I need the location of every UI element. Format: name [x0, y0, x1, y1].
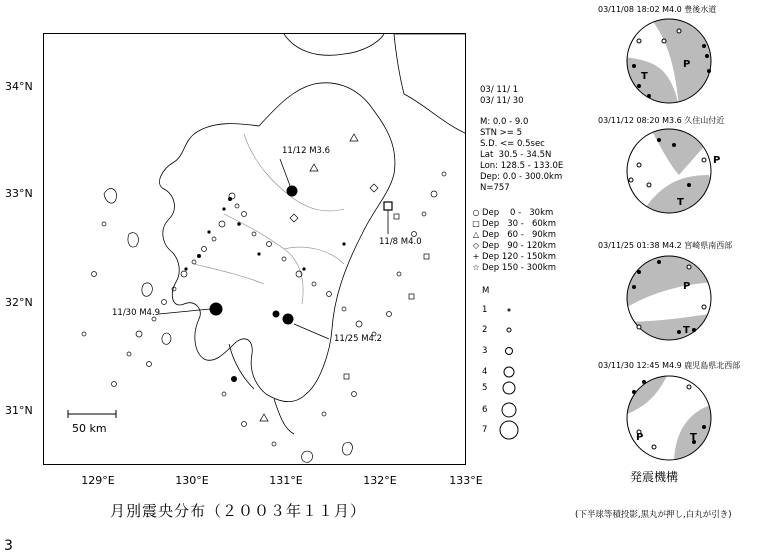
epicenter — [102, 222, 106, 226]
focal-mechanism-2 — [619, 125, 723, 217]
epicenter — [273, 311, 280, 318]
epicenter — [82, 332, 86, 336]
epicenter-dia — [290, 214, 298, 222]
fm-note: (下半球等積投影,黒丸が押し,白丸が引き) — [575, 510, 732, 520]
epicenter — [322, 412, 326, 416]
depth-legend-row — [470, 240, 556, 251]
param-date-to: 03/ 11/ 30 — [480, 96, 524, 106]
param-count: N=757 — [480, 183, 510, 193]
param-lat: Lat 30.5 - 34.5N — [480, 150, 552, 160]
epicenter — [181, 271, 187, 277]
depth-label: Dep 150 - 300km — [482, 262, 556, 273]
epicenter — [267, 242, 272, 247]
event-1130-marker — [210, 303, 222, 315]
event-label-1130: 11/30 M4.9 — [112, 308, 161, 318]
event-label-1112: 11/12 M3.6 — [282, 146, 331, 156]
lon-label-129: 129°E — [81, 474, 115, 487]
epicenter — [431, 191, 437, 197]
page-number: 3 — [4, 538, 13, 554]
western-islands — [104, 189, 171, 345]
epicenter-tri — [350, 134, 358, 141]
depth-legend-row — [470, 262, 556, 273]
fm-title-4: 03/11/30 12:45 M4.9 鹿児島県北西部 — [598, 361, 741, 370]
map-svg — [44, 34, 466, 465]
epicenter — [212, 237, 216, 241]
kyushu-coastline — [159, 83, 395, 402]
epicenter — [342, 242, 345, 245]
mag-level: 4 — [482, 367, 488, 377]
mag-level: 2 — [482, 325, 488, 335]
depth-symbol: ○ — [472, 208, 480, 217]
lat-label-31: 31°N — [5, 404, 33, 417]
epicenter — [127, 352, 131, 356]
southern-peninsula — [229, 344, 294, 434]
param-lon: Lon: 128.5 - 133.0E — [480, 161, 564, 171]
mag-symbol-5 — [503, 382, 515, 394]
event-1130-leader — [159, 309, 210, 314]
epicenter-sq — [344, 374, 349, 379]
epicenter — [242, 422, 247, 427]
mag-symbol-1 — [508, 309, 510, 311]
mag-level: 1 — [482, 305, 488, 315]
event-label-1125: 11/25 M4.2 — [334, 334, 383, 344]
epicenter-map — [43, 33, 466, 465]
mag-level: 6 — [482, 405, 488, 415]
epicenter-sq — [424, 254, 429, 259]
honshu-coastline — [284, 34, 384, 55]
mag-legend-title: M — [482, 286, 490, 296]
epicenter — [192, 260, 196, 264]
epicenter — [442, 172, 446, 176]
depth-legend-row — [470, 218, 556, 229]
epicenter — [219, 221, 225, 227]
epicenters — [82, 134, 446, 446]
epicenter — [92, 272, 97, 277]
depth-symbol: △ — [472, 230, 480, 239]
depth-label: Dep 0 - 30km — [482, 207, 554, 218]
mag-level: 3 — [482, 346, 488, 356]
lon-label-131: 131°E — [269, 474, 303, 487]
epicenter — [235, 204, 239, 208]
mag-level: 5 — [482, 383, 488, 393]
epicenter — [202, 247, 207, 252]
lon-label-133: 133°E — [449, 474, 483, 487]
epicenter — [387, 312, 392, 317]
epicenter — [162, 300, 167, 305]
fm-3-p-label: P — [683, 281, 691, 292]
epicenter — [312, 282, 316, 286]
event-1125-marker — [283, 314, 293, 324]
epicenter — [302, 267, 305, 270]
epicenter — [422, 212, 426, 216]
mag-symbol-7 — [500, 421, 518, 439]
depth-label: Dep 30 - 60km — [482, 218, 556, 229]
focal-mechanism-4 — [619, 372, 723, 464]
epicenter — [222, 392, 226, 396]
epicenter — [342, 307, 346, 311]
epicenter — [352, 392, 357, 397]
mag-symbol-4 — [504, 367, 514, 377]
mag-symbol-2 — [507, 328, 511, 332]
fm-2-p-label: P — [713, 155, 721, 166]
epicenter-tri — [260, 414, 268, 421]
event-1112-leader — [280, 159, 292, 191]
epicenter — [231, 376, 237, 382]
depth-symbol: □ — [472, 219, 480, 228]
lon-label-130: 130°E — [175, 474, 209, 487]
epicenter — [237, 222, 241, 226]
fm-3-t-label: T — [683, 325, 690, 336]
mag-symbol-6 — [502, 403, 516, 417]
epicenter — [327, 292, 332, 297]
lat-label-33: 33°N — [5, 187, 33, 200]
epicenter — [228, 197, 232, 201]
event-1108-marker — [384, 202, 392, 210]
param-stn: STN >= 5 — [480, 128, 523, 138]
depth-legend-row — [470, 207, 553, 218]
map-caption: 月別震央分布（２００３年１１月） — [110, 502, 367, 520]
lat-label-34: 34°N — [5, 80, 33, 93]
epicenter — [397, 272, 401, 276]
event-1125-leader — [294, 324, 329, 339]
mag-symbol-3 — [506, 348, 513, 355]
param-dep: Dep: 0.0 - 300.0km — [480, 172, 563, 182]
fm-4-p-label: P — [636, 432, 644, 443]
depth-symbol: + — [472, 252, 480, 261]
epicenter — [112, 382, 117, 387]
epicenter — [147, 362, 152, 367]
prefecture-borders — [194, 134, 344, 304]
fm-title-3: 03/11/25 01:38 M4.2 宮崎県南西部 — [598, 241, 733, 250]
epicenter — [257, 252, 260, 255]
shikoku-coastline — [394, 34, 466, 134]
epicenter-tri — [310, 164, 318, 171]
focal-mechanism-3 — [619, 252, 723, 344]
fm-1-p-label: P — [683, 59, 691, 70]
epicenter — [356, 321, 362, 327]
scale-bar-label: 50 km — [72, 422, 107, 435]
param-date-from: 03/ 11/ 1 — [480, 85, 519, 95]
param-magnitude: M: 0.0 - 9.0 — [480, 117, 529, 127]
epicenter — [412, 232, 417, 237]
epicenter — [184, 267, 187, 270]
mag-level: 7 — [482, 425, 488, 435]
fm-4-t-label: T — [690, 432, 697, 443]
epicenter-sq — [409, 294, 414, 299]
epicenter — [222, 207, 225, 210]
epicenter — [136, 331, 142, 337]
fm-caption: 発震機構 — [630, 470, 679, 484]
fm-title-2: 03/11/12 08:20 M3.6 久住山付近 — [598, 116, 725, 125]
depth-symbol: ☆ — [472, 263, 480, 272]
epicenter — [272, 442, 276, 446]
epicenter — [197, 254, 201, 258]
epicenter — [252, 232, 256, 236]
lat-label-32: 32°N — [5, 296, 33, 309]
epicenter — [242, 212, 247, 217]
depth-label: Dep 90 - 120km — [482, 240, 556, 251]
param-sd: S.D. <= 0.5sec — [480, 139, 545, 149]
epicenter — [207, 230, 210, 233]
epicenter-dia — [370, 184, 378, 192]
depth-legend-row — [470, 251, 556, 262]
filled-epicenters — [184, 197, 345, 382]
focal-mechanism-1 — [619, 16, 723, 106]
depth-legend-row — [470, 229, 556, 240]
event-label-1108: 11/8 M4.0 — [379, 237, 422, 247]
fm-2-t-label: T — [677, 197, 684, 208]
epicenter-sq — [394, 214, 399, 219]
epicenter — [282, 257, 286, 261]
southern-islands — [302, 442, 353, 462]
depth-label: Dep 60 - 90km — [482, 229, 556, 240]
fm-title-1: 03/11/08 18:02 M4.0 豊後水道 — [598, 5, 717, 14]
fm-1-t-label: T — [641, 71, 648, 82]
depth-label: Dep 120 - 150km — [482, 251, 556, 262]
depth-symbol: ◇ — [472, 241, 480, 250]
lon-label-132: 132°E — [363, 474, 397, 487]
